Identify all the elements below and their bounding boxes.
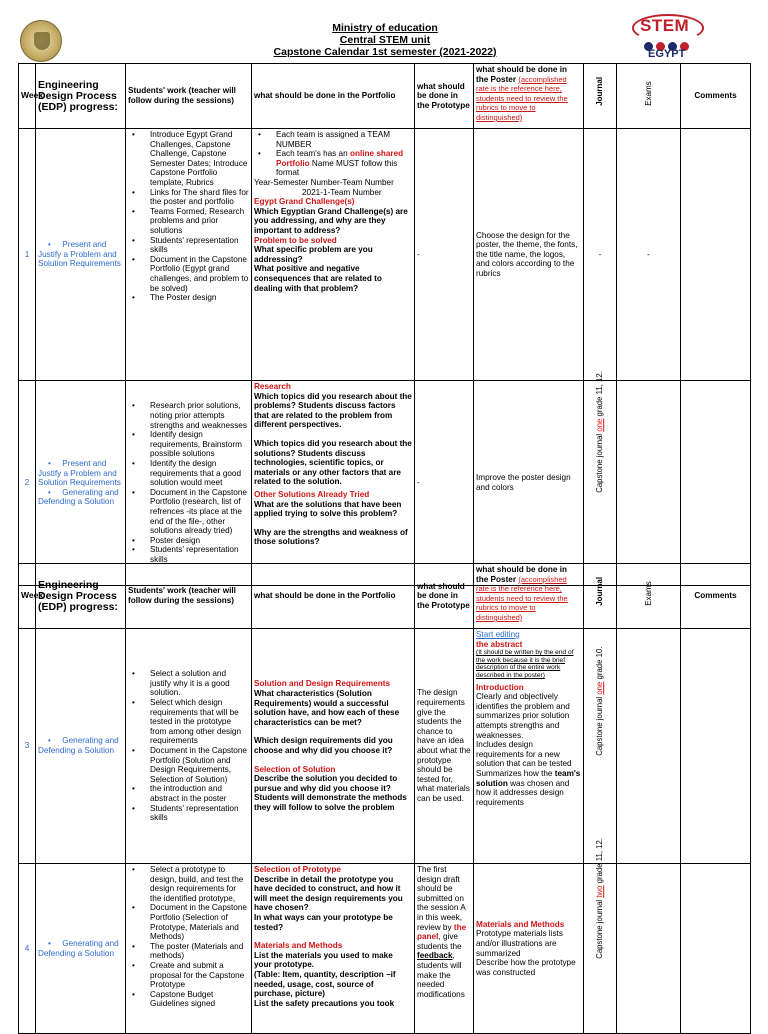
calendar-table-1 bbox=[18, 63, 751, 586]
portfolio-cell bbox=[252, 381, 415, 586]
poster-cell: Choose the design for the poster, the theme, the fonts, the title name, the logos, and colors according to the rubrics bbox=[474, 129, 584, 381]
stem-egypt-logo bbox=[632, 14, 704, 62]
work-item: • Document in the Capstone Portfolio (Solution and Design Requirements, Selection of Solution) bbox=[128, 746, 249, 784]
work-item: • Students' representation skills bbox=[128, 545, 249, 564]
col-comments: Comments bbox=[681, 64, 751, 129]
col-exams bbox=[617, 64, 681, 129]
poster-text: Clearly and objectively identifies the problem and summarizes prior solution attempts strengths and weaknesses. bbox=[476, 692, 570, 740]
journal-cell bbox=[584, 837, 617, 1034]
week-number: 2 bbox=[19, 381, 36, 586]
col-journal-label: Journal bbox=[595, 77, 605, 106]
work-item: • Links for The shard files for the poster and portfolio bbox=[128, 188, 249, 207]
portfolio-question: Describe the solution you decided to pursue and why did you choose it? Students will demonstrate the methods they will follow to solve the problem bbox=[254, 774, 407, 812]
journal-text: Capstone journal two grade 11, 12. bbox=[595, 837, 605, 959]
edp-item: • Present and Justify a Problem and Solution Requirements bbox=[38, 459, 121, 488]
portfolio-cell bbox=[252, 629, 415, 864]
portfolio-question: Which design requirements did you choose and why did you choose it? bbox=[254, 736, 393, 755]
portfolio-heading: Research bbox=[254, 382, 291, 391]
title-unit: Central STEM unit bbox=[339, 34, 431, 46]
edp-progress bbox=[36, 381, 126, 586]
col-journal-label: Journal bbox=[595, 577, 605, 606]
col-students-work: Students' work (teacher will follow during the sessions) bbox=[126, 64, 252, 129]
portfolio-question: In what ways can your prototype be tested? bbox=[254, 912, 393, 932]
prototype-cell: The first design draft should be submitted on the session A in this week, review by the panel, give students the feedback, students will make the needed modifications bbox=[415, 864, 474, 1034]
col-journal bbox=[584, 564, 617, 629]
table-header-row bbox=[19, 564, 751, 629]
col-poster bbox=[474, 564, 584, 629]
col-comments: Comments bbox=[681, 564, 751, 629]
title-ministry: Ministry of education bbox=[332, 22, 438, 34]
students-work-cell bbox=[126, 629, 252, 864]
portfolio-format-example: 2021-1-Team Number bbox=[302, 187, 382, 197]
prototype-cell: - bbox=[415, 381, 474, 586]
col-poster-note: (accomplished rate is the reference here, students need to review the rubrics to move to distinguished) bbox=[476, 74, 568, 122]
portfolio-cell bbox=[252, 129, 415, 381]
col-prototype: what should be done in the Prototype bbox=[415, 64, 474, 129]
poster-cell bbox=[474, 629, 584, 864]
col-week: Week bbox=[19, 564, 36, 629]
portfolio-question: List the materials you used to make your prototype. bbox=[254, 950, 393, 970]
col-journal bbox=[584, 64, 617, 129]
portfolio-question: Which Egyptian Grand Challenge(s) are you addressing, and why are they important to address? bbox=[254, 206, 408, 235]
portfolio-question: Which topics did you research about the solutions? Students discuss technologies, scientific topics, or materials or any other factors that are related to the solution. bbox=[254, 438, 412, 487]
portfolio-question: (Table: Item, quantity, description –if needed, usage, cost, source of purchase, picture) bbox=[254, 969, 396, 999]
students-work-cell bbox=[126, 129, 252, 381]
work-item: • the introduction and abstract in the poster bbox=[128, 784, 249, 803]
work-item: • Poster design bbox=[128, 536, 249, 546]
work-item: • The Poster design bbox=[128, 293, 249, 303]
logo-subword: EGYPT bbox=[648, 48, 686, 60]
edp-progress bbox=[36, 864, 126, 1034]
title-calendar: Capstone Calendar 1st semester (2021-2022) bbox=[273, 46, 497, 58]
portfolio-question: Why are the strengths and weakness of those solutions? bbox=[254, 527, 408, 547]
col-portfolio: what should be done in the Portfolio bbox=[252, 64, 415, 129]
col-exams bbox=[617, 564, 681, 629]
col-edp: Engineering Design Process (EDP) progress: bbox=[36, 64, 126, 129]
col-edp: Engineering Design Process (EDP) progress: bbox=[36, 564, 126, 629]
comments-cell bbox=[681, 129, 751, 381]
work-item: • Document in the Capstone Portfolio (Egypt grand challenges, and problem to be solved) bbox=[128, 255, 249, 293]
document-title bbox=[240, 22, 530, 58]
exams-cell bbox=[617, 381, 681, 586]
col-poster-label: what should be done in the Poster bbox=[476, 65, 567, 84]
journal-cell: - bbox=[584, 129, 617, 381]
work-item: • Teams Formed, Research problems and prior solutions bbox=[128, 207, 249, 236]
calendar-table-2 bbox=[18, 563, 751, 1034]
edp-item: • Generating and Defending a Solution bbox=[38, 736, 119, 755]
prototype-cell: - bbox=[415, 129, 474, 381]
portfolio-question: What positive and negative consequences that are related to dealing with that problem? bbox=[254, 264, 382, 293]
comments-cell bbox=[681, 381, 751, 586]
col-exams-label: Exams bbox=[643, 81, 653, 106]
portfolio-heading: Materials and Methods bbox=[254, 941, 343, 951]
week-number: 1 bbox=[19, 129, 36, 381]
col-students-work: Students' work (teacher will follow during the sessions) bbox=[126, 564, 252, 629]
students-work-cell bbox=[126, 381, 252, 586]
poster-text: Summarizes how the team's solution was chosen and how it addresses design requirements bbox=[476, 768, 581, 807]
portfolio-question: What characteristics (Solution Requirements) would a successful solution have, and how each of these characteristics can be met? bbox=[254, 689, 400, 727]
work-item: • Research prior solutions, noting prior attempts strengths and weaknesses bbox=[128, 401, 249, 430]
work-item: • The poster (Materials and methods) bbox=[128, 942, 249, 961]
exams-cell: - bbox=[617, 129, 681, 381]
table-row-week-2 bbox=[19, 381, 751, 586]
poster-note: (It should be written by the end of the work because it is the brief description of the entire work described in the poster) bbox=[476, 649, 574, 679]
exams-cell bbox=[617, 864, 681, 1034]
work-item: • Document in the Capstone Portfolio (Selection of Prototype, Materials and Methods) bbox=[128, 903, 249, 941]
poster-heading: Materials and Methods bbox=[476, 919, 565, 929]
poster-cell: Improve the poster design and colors bbox=[474, 381, 584, 586]
portfolio-cell bbox=[252, 864, 415, 1034]
page-header bbox=[0, 0, 768, 66]
col-week: Week bbox=[19, 64, 36, 129]
prototype-cell: The design requirements give the students the chance to have an idea about what the prototype should be tested for, what materials can be used. bbox=[415, 629, 474, 864]
poster-heading: Start editing bbox=[476, 630, 520, 639]
comments-cell bbox=[681, 629, 751, 864]
table-row-week-3 bbox=[19, 629, 751, 864]
journal-text: Capstone journal one grade 11, 12. bbox=[595, 371, 605, 493]
work-item: • Identify the design requirements that a good solution would meet bbox=[128, 459, 249, 488]
portfolio-format: Year-Semester Number-Team Number bbox=[254, 177, 394, 187]
edp-item: • Generating and Defending a Solution bbox=[38, 487, 119, 507]
work-item: • Students' representation skills bbox=[128, 804, 249, 823]
poster-heading: the abstract bbox=[476, 639, 523, 649]
edp-item: • Present and Justify a Problem and Solution Requirements bbox=[38, 240, 121, 269]
logo-word: STEM bbox=[640, 16, 690, 35]
work-item: • Identify design requirements, Brainstorm possible solutions bbox=[128, 430, 249, 459]
portfolio-heading: Problem to be solved bbox=[254, 235, 337, 245]
week-number: 3 bbox=[19, 629, 36, 864]
table-row-week-4 bbox=[19, 864, 751, 1034]
edp-item: • Generating and Defending a Solution bbox=[38, 938, 119, 958]
table-header-row bbox=[19, 64, 751, 129]
work-item: • Introduce Egypt Grand Challenges, Capstone Challenge, Capstone Semester Dates; Introduce Capstone Portfolio template, Rubrics bbox=[128, 130, 249, 188]
edp-progress bbox=[36, 129, 126, 381]
journal-cell bbox=[584, 629, 617, 864]
col-poster-label: what should be done in the Poster bbox=[476, 565, 567, 584]
week-number: 4 bbox=[19, 864, 36, 1034]
portfolio-heading: Solution and Design Requirements bbox=[254, 679, 391, 689]
table-row-week-1 bbox=[19, 129, 751, 381]
edp-progress bbox=[36, 629, 126, 864]
work-item: • Create and submit a proposal for the Capstone Prototype bbox=[128, 961, 249, 990]
exams-cell bbox=[617, 629, 681, 864]
col-poster-note: (accomplished rate is the reference here, students need to review the rubrics to move to distinguished) bbox=[476, 574, 568, 622]
work-item: • Select a prototype to design, build, and test the design requirements for the identified prototype, bbox=[128, 865, 249, 903]
poster-text: Describe how the prototype was constructed bbox=[476, 958, 576, 977]
col-exams-label: Exams bbox=[643, 581, 653, 606]
portfolio-item: • Each team's has an online shared Portfolio Name MUST follow this format bbox=[254, 149, 412, 178]
portfolio-question: Describe in detail the prototype you have decided to construct, and how it will meet the design requirements you have chosen? bbox=[254, 874, 403, 913]
comments-cell bbox=[681, 864, 751, 1034]
work-item: • Select which design requirements that will be tested in the prototype from among other design requirements bbox=[128, 698, 249, 746]
journal-text: Capstone journal one grade 10. bbox=[595, 646, 605, 756]
portfolio-heading: Egypt Grand Challenge(s) bbox=[254, 197, 355, 207]
work-item: • Document in the Capstone Portfolio (research, list of refrences -its place at the end of the file-, other solutions already tried) bbox=[128, 488, 249, 536]
col-portfolio: what should be done in the Portfolio bbox=[252, 564, 415, 629]
portfolio-heading: Selection of Solution bbox=[254, 764, 336, 774]
poster-cell bbox=[474, 864, 584, 1034]
portfolio-heading: Other Solutions Already Tried bbox=[254, 489, 370, 499]
portfolio-question: List the safety precautions you took bbox=[254, 998, 395, 1008]
work-item: • Capstone Budget Guidelines signed bbox=[128, 990, 249, 1009]
portfolio-question: What are the solutions that have been applied trying to solve this problem? bbox=[254, 499, 402, 519]
ministry-seal-icon bbox=[20, 20, 62, 62]
work-item: • Select a solution and justify why it is a good solution. bbox=[128, 669, 249, 698]
poster-text: Prototype materials lists and/or illustrations are summarized bbox=[476, 929, 563, 958]
journal-cell bbox=[584, 371, 617, 586]
portfolio-heading: Selection of Prototype bbox=[254, 865, 341, 874]
col-prototype: what should be done in the Prototype bbox=[415, 564, 474, 629]
poster-heading: Introduction bbox=[476, 682, 524, 692]
portfolio-question: Which topics did you research about the problems? Students discuss factors that are related to the problem from different perspectives. bbox=[254, 391, 412, 430]
students-work-cell bbox=[126, 864, 252, 1034]
work-item: • Students' representation skills bbox=[128, 236, 249, 255]
col-poster bbox=[474, 64, 584, 129]
poster-text: Includes design requirements for a new solution that can be tested bbox=[476, 740, 572, 769]
portfolio-item: • Each team is assigned a TEAM NUMBER bbox=[254, 130, 412, 149]
portfolio-question: What specific problem are you addressing? bbox=[254, 245, 373, 264]
